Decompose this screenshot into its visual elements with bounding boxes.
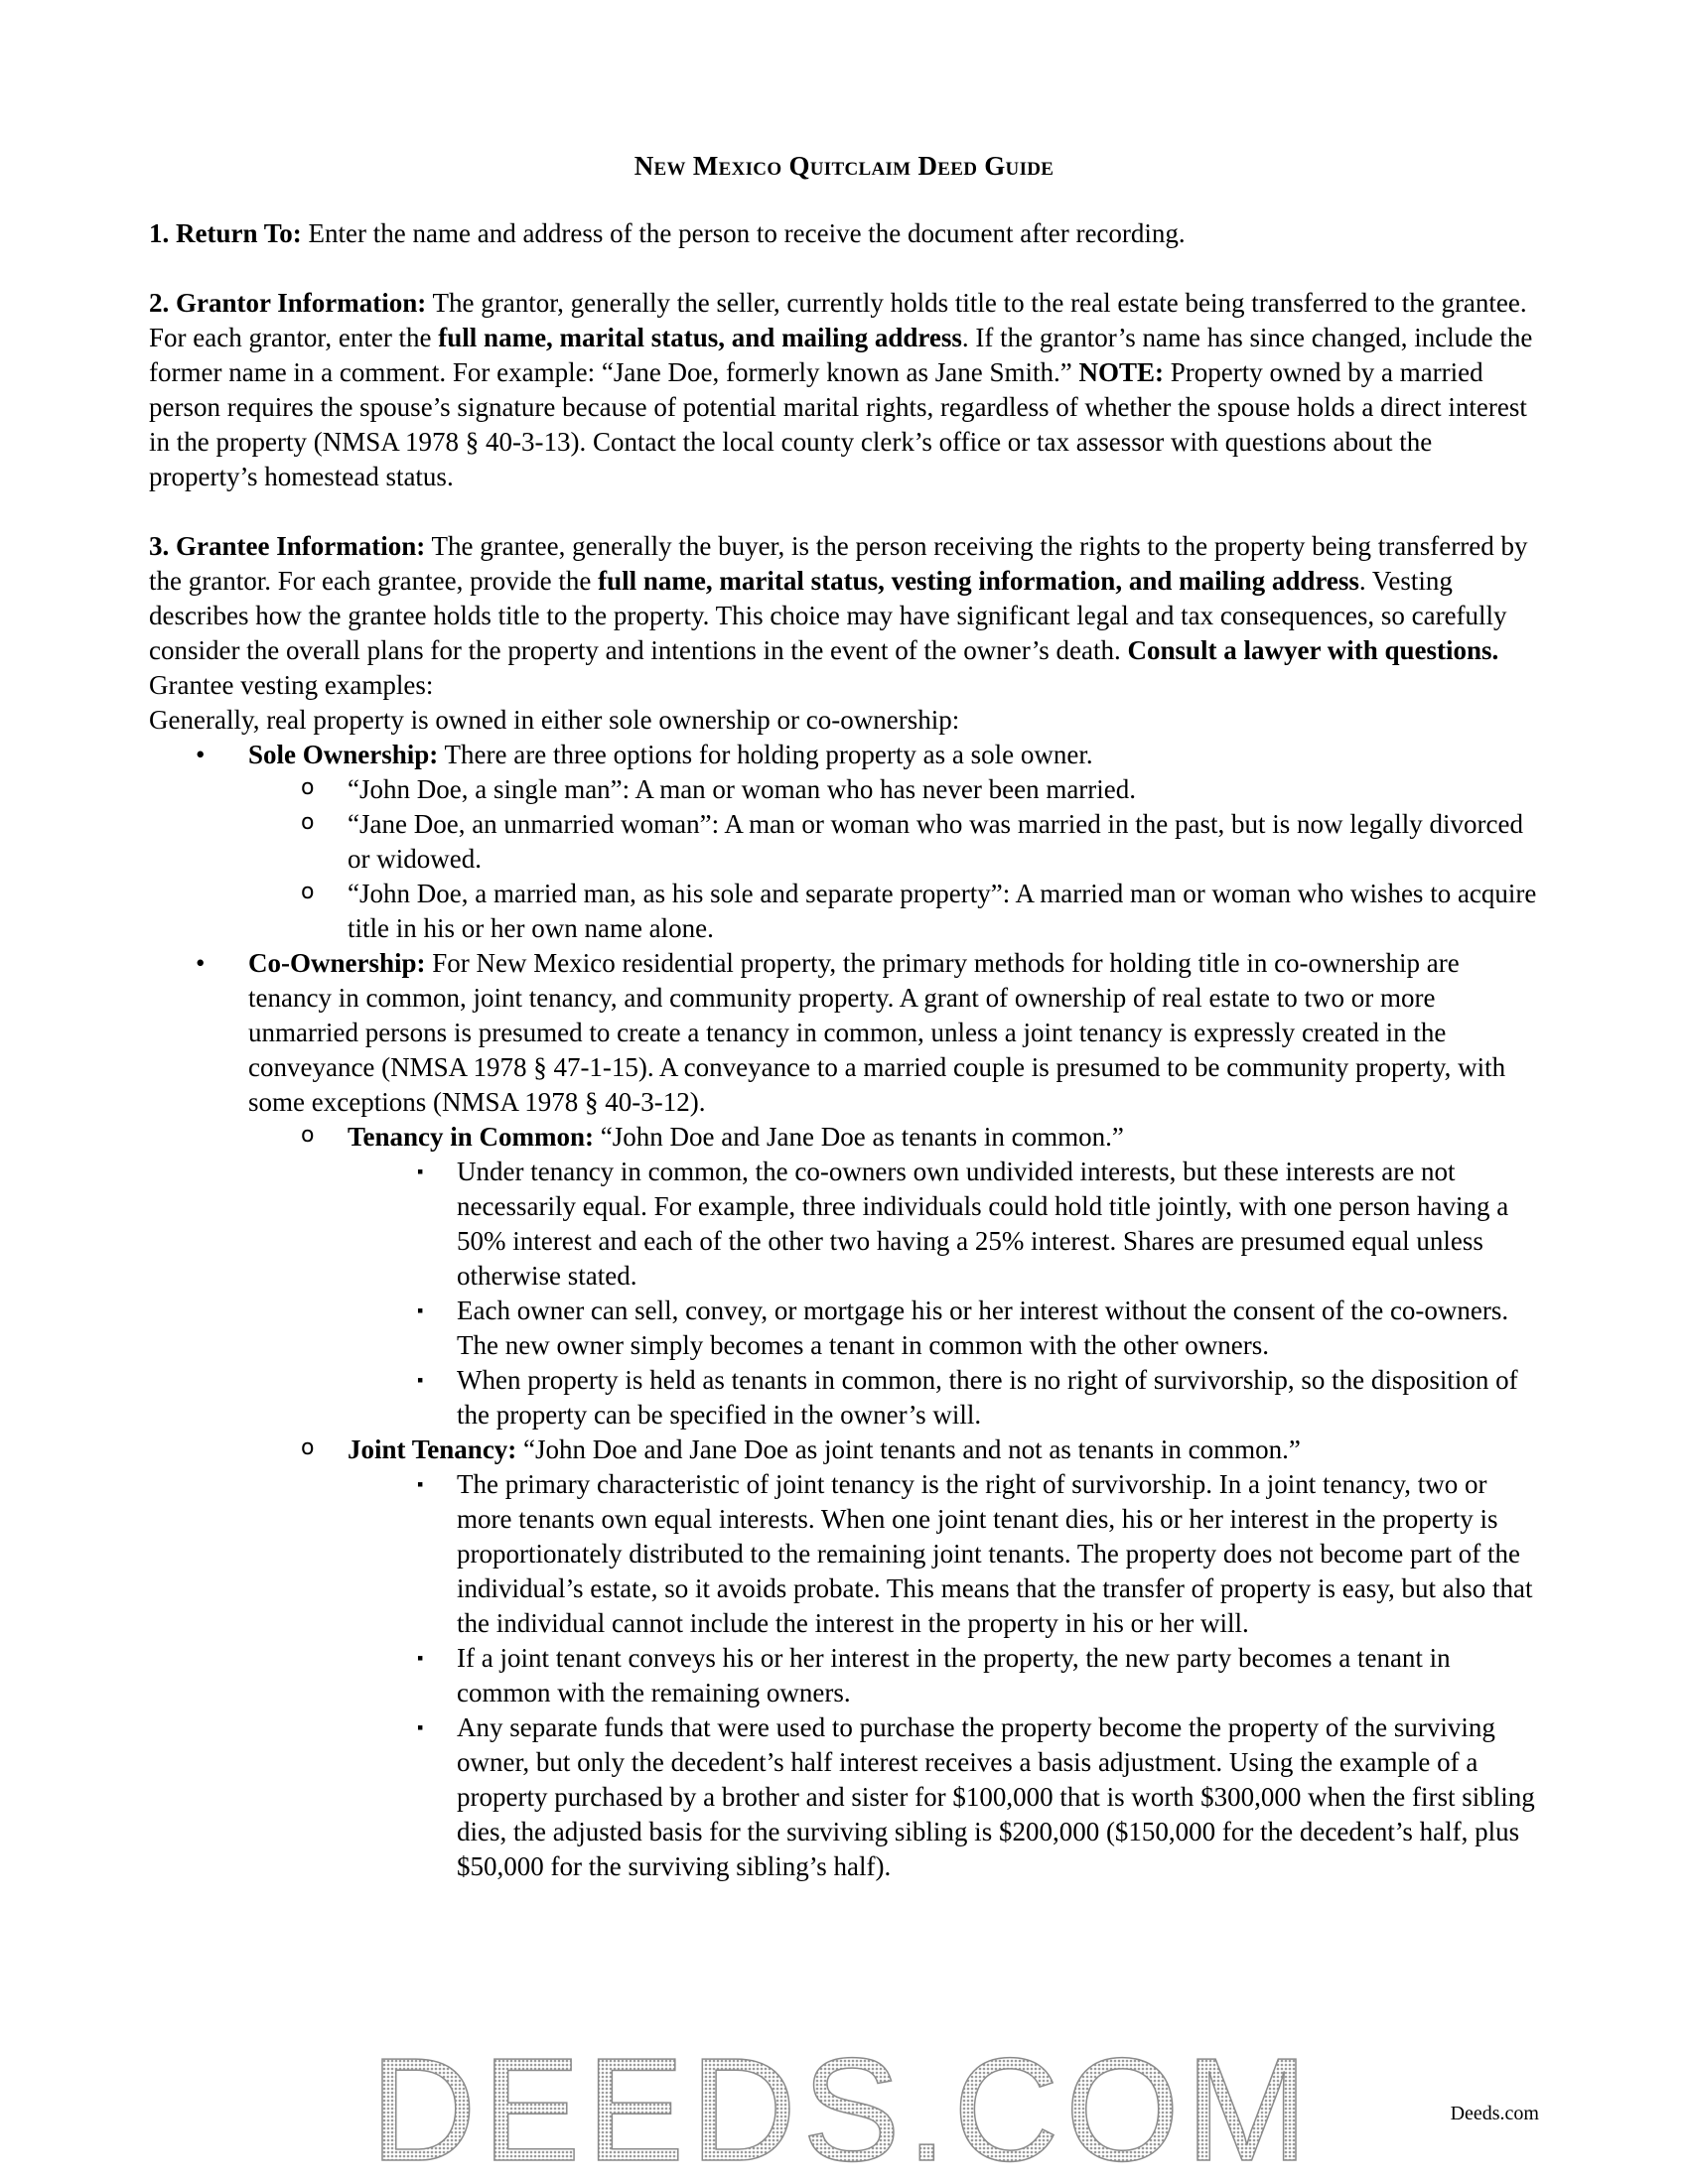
square-bullet-icon: ▪ <box>417 1300 424 1320</box>
square-bullet-icon: ▪ <box>417 1370 424 1390</box>
list-item: o “John Doe, a single man”: A man or woman who has never been married. <box>149 772 1539 807</box>
sole-ownership-options <box>149 772 1539 946</box>
list-item-sole-ownership: • Sole Ownership: There are three options for holding property as a sole owner. o “John Doe, a single man”: A man or woman who has never been married. o “Jane Doe, an unmarried woman”: A man or woman who was married in the past, but is now legally divorced or widowed. o “John Doe, a married man, as his sole and separate property”: A married man or woman who wishes to acquire title in his or her own name alone. <box>149 738 1539 946</box>
square-bullet-icon: ▪ <box>417 1474 424 1494</box>
list-item: ▪ If a joint tenant conveys his or her interest in the property, the new party becomes a tenant in common with the remaining owners. <box>417 1643 1451 1707</box>
deeds-logo-watermark <box>369 2028 1315 2184</box>
note-label: NOTE: <box>1078 357 1164 387</box>
square-bullet-icon: ▪ <box>417 1717 424 1737</box>
list-item: ▪ The primary characteristic of joint tenancy is the right of survivorship. In a joint tenancy, two or more tenants own equal interests. When one joint tenant dies, his or her interest in the property is proportionately distributed to the remaining joint tenants. The property does not become part of the individual’s estate, so it avoids probate. This means that the transfer of property is easy, but also that the individual cannot include the interest in the property in his or her will. <box>417 1469 1533 1638</box>
list-item: ▪ When property is held as tenants in common, there is no right of survivorship, so the disposition of the property can be specified in the owner’s will. <box>417 1365 1518 1430</box>
circle-bullet-icon: o <box>301 880 315 904</box>
section-grantee-information: 3. Grantee Information: The grantee, generally the buyer, is the person receiving the rights to the property being transferred by the grantor. For each grantee, provide the full name, marital status, vesting information, and mailing address. Vesting describes how the grantee holds title to the property. This choice may have significant legal and tax consequences, so carefully consider the overall plans for the property and intentions in the event of the owner’s death. Consult a lawyer with questions. <box>149 531 1528 665</box>
list-item-tenancy-in-common: o Tenancy in Common: “John Doe and Jane Doe as tenants in common.” ▪ Under tenancy in common, the co-owners own undivided interests, but these interests are not necessarily equal. For example, three individuals could hold title jointly, with one person having a 50% interest and each of the other two having a 25% interest. Shares are presumed equal unless otherwise stated. ▪ Each owner can sell, convey, or mortgage his or her interest without the consent of the co-owners. The new owner simply becomes a tenant in common with the other owners. ▪ When property is held as tenants in common, there is no right of survivorship, so the disposition of the property can be specified in the owner’s will. <box>149 1120 1539 1433</box>
document-body <box>149 216 1539 1884</box>
co-ownership-options <box>149 1120 1539 1884</box>
joint-tenancy-details <box>149 1467 1539 1884</box>
circle-bullet-icon: o <box>301 810 315 835</box>
tenancy-in-common-details <box>149 1155 1539 1433</box>
section-return-to: 1. Return To: Enter the name and address of the person to receive the document after recording. <box>149 218 1186 248</box>
list-item: ▪ Any separate funds that were used to purchase the property become the property of the surviving owner, but only the decedent’s half interest receives a basis adjustment. Using the example of a property purchased by a brother and sister for $100,000 that is worth $300,000 when the first sibling dies, the adjusted basis for the surviving sibling is $200,000 ($150,000 for the decedent’s half, plus $50,000 for the surviving sibling’s half). <box>417 1712 1535 1881</box>
circle-bullet-icon: o <box>301 1123 315 1148</box>
circle-bullet-icon: o <box>301 775 315 800</box>
bullet-icon: • <box>196 948 206 978</box>
square-bullet-icon: ▪ <box>417 1161 424 1181</box>
logo-text: DEEDS.COM <box>369 2028 1315 2184</box>
vesting-heading: Grantee vesting examples: <box>149 670 434 700</box>
vesting-intro: Generally, real property is owned in either sole ownership or co-ownership: <box>149 705 960 735</box>
list-item: ▪ Under tenancy in common, the co-owners own undivided interests, but these interests are not necessarily equal. For example, three individuals could hold title jointly, with one person having a 50% interest and each of the other two having a 25% interest. Shares are presumed equal unless otherwise stated. <box>417 1157 1509 1291</box>
list-item-joint-tenancy: o Joint Tenancy: “John Doe and Jane Doe as joint tenants and not as tenants in common.” ▪ The primary characteristic of joint tenancy is the right of survivorship. In a joint tenancy, two or more tenants own equal interests. When one joint tenant dies, his or her interest in the property is proportionately distributed to the remaining joint tenants. The property does not become part of the individual’s estate, so it avoids probate. This means that the transfer of property is easy, but also that the individual cannot include the interest in the property in his or her will. ▪ If a joint tenant conveys his or her interest in the property, the new party becomes a tenant in common with the remaining owners. ▪ Any separate funds that were used to purchase the property become the property of the surviving owner, but only the decedent’s half interest receives a basis adjustment. Using the example of a property purchased by a brother and sister for $100,000 that is worth $300,000 when the first sibling dies, the adjusted basis for the surviving sibling is $200,000 ($150,000 for the decedent’s half, plus $50,000 for the surviving sibling’s half). <box>149 1433 1539 1884</box>
section-label: 1. Return To: <box>149 218 302 248</box>
footer-site-name: Deeds.com <box>1450 2103 1539 2124</box>
section-label: 2. Grantor Information: <box>149 288 427 318</box>
circle-bullet-icon: o <box>301 1435 315 1460</box>
list-item: o “John Doe, a married man, as his sole and separate property”: A married man or woman who wishes to acquire title in his or her own name alone. <box>149 877 1539 946</box>
section-grantor-information: 2. Grantor Information: The grantor, generally the seller, currently holds title to the real estate being transferred to the grantee. For each grantor, enter the full name, marital status, and mailing address. If the grantor’s name has since changed, include the former name in a comment. For example: “Jane Doe, formerly known as Jane Smith.” NOTE: Property owned by a married person requires the spouse’s signature because of potential marital rights, regardless of whether the spouse holds a direct interest in the property (NMSA 1978 § 40-3-13). Contact the local county clerk’s office or tax assessor with questions about the property’s homestead status. <box>149 288 1533 491</box>
square-bullet-icon: ▪ <box>417 1648 424 1668</box>
list-item-co-ownership: • Co-Ownership: For New Mexico residential property, the primary methods for holding title in co-ownership are tenancy in common, joint tenancy, and community property. A grant of ownership of real estate to two or more unmarried persons is presumed to create a tenancy in common, unless a joint tenancy is expressly created in the conveyance (NMSA 1978 § 47-1-15). A conveyance to a married couple is presumed to be community property, with some exceptions (NMSA 1978 § 40-3-12). o Tenancy in Common: “John Doe and Jane Doe as tenants in common.” ▪ Under tenancy in common, the co-owners own undivided interests, but these interests are not necessarily equal. For example, three individuals could hold title jointly, with one person having a 50% interest and each of the other two having a 25% interest. Shares are presumed equal unless otherwise stated. ▪ Each owner can sell, convey, or mortgage his or her interest without the consent of the co-owners. The new owner simply becomes a tenant in common with the other owners. ▪ When property is held as tenants in common, there is no right of survivorship, so the disposition of the property can be specified in the owner’s will. o Joint Tenancy: “John Doe and Jane Doe as joint tenants and not as tenants in common.” ▪ The primary characteristic of joint tenancy is the right of survivorship. In a joint tenancy, two or more tenants own equal interests. When one joint tenant dies, his or her interest in the property is proportionately distributed to the remaining joint tenants. The property does not become part of the individual’s estate, so it avoids probate. This means that the transfer of property is easy, but also that the individual cannot include the interest in the property in his or her will. ▪ If a joint tenant conveys his or her interest in the property, the new party becomes a tenant in common with the remaining owners. ▪ Any separate funds that were used to purchase the property become the property of the surviving owner, but only the decedent’s half interest receives a basis adjustment. Using the example of a property purchased by a brother and sister for $100,000 that is worth $300,000 when the first sibling dies, the adjusted basis for the surviving sibling is $200,000 ($150,000 for the decedent’s half, plus $50,000 for the surviving sibling’s half). <box>149 946 1539 1884</box>
page-title: New Mexico Quitclaim Deed Guide <box>633 151 1055 181</box>
bullet-icon: • <box>196 740 206 769</box>
list-item: ▪ Each owner can sell, convey, or mortgage his or her interest without the consent of the co-owners. The new owner simply becomes a tenant in common with the other owners. <box>417 1296 1509 1360</box>
list-item: o “Jane Doe, an unmarried woman”: A man or woman who was married in the past, but is now legally divorced or widowed. <box>149 807 1539 877</box>
section-label: 3. Grantee Information: <box>149 531 426 561</box>
ownership-list <box>149 738 1539 1884</box>
